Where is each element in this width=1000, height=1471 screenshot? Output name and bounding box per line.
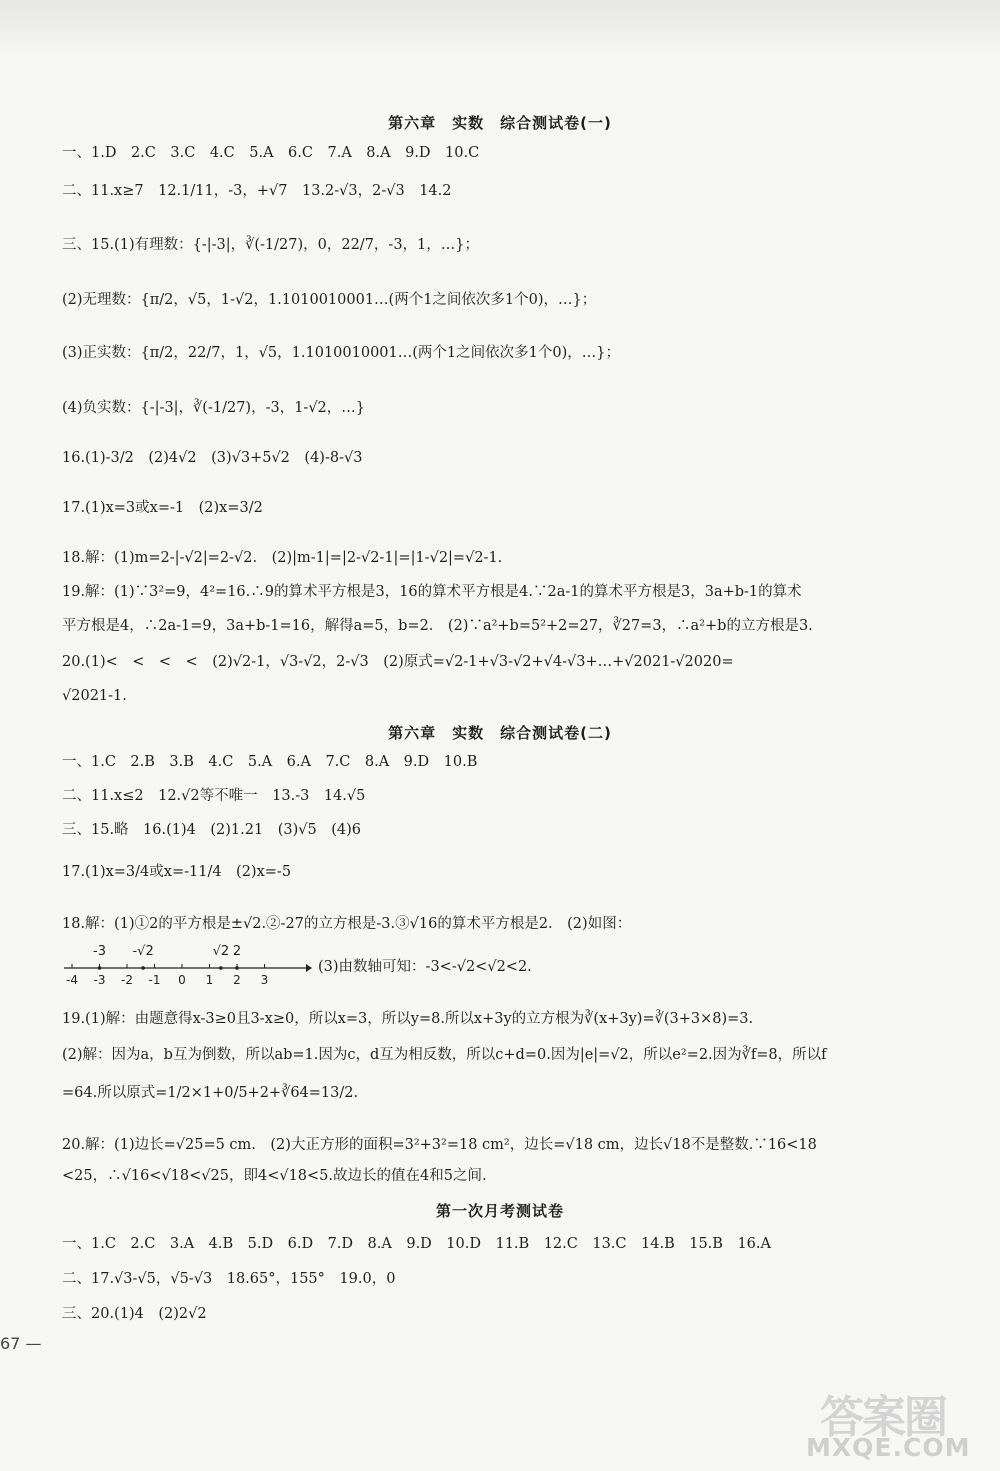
number-line-tick-label: -1 bbox=[148, 973, 161, 987]
answer-line: 18.解：(1)m=2-|-√2|=2-√2. (2)|m-1|=|2-√2-1|=|1-√2|=√2-1. bbox=[62, 550, 503, 566]
answer-line: 20.(1)< < < < (2)√2-1，√3-√2，2-√3 (2)原式=√2-1+√3-√2+√4-√3+…+√2021-√2020= bbox=[62, 654, 734, 670]
answer-line: 19.解：(1)∵3²=9，4²=16.∴9的算术平方根是3，16的算术平方根是4.∵2a-1的算术平方根是3，3a+b-1的算术 bbox=[62, 584, 802, 600]
answer-line: 三、20.(1)4 (2)2√2 bbox=[62, 1306, 207, 1322]
answer-line: 平方根是4，∴2a-1=9，3a+b-1=16，解得a=5，b=2. (2)∵a²+b=5²+2=27，∛27=3，∴a²+b的立方根是3. bbox=[62, 618, 813, 634]
answer-line: <25，∴√16<√18<√25，即4<√18<5.故边长的值在4和5之间. bbox=[62, 1168, 487, 1184]
number-line-tick-label: 2 bbox=[233, 973, 241, 987]
answer-line: √2021-1. bbox=[62, 688, 127, 704]
answer-line: (4)负实数：{-|-3|，∛(-1/27)，-3，1-√2，…} bbox=[62, 400, 366, 416]
number-line-tick-label: 3 bbox=[260, 973, 269, 987]
answer-line: 19.(1)解：由题意得x-3≥0且3-x≥0，所以x=3，所以y=8.所以x+3y的立方根为∛(x+3y)=∛(3+3×8)=3. bbox=[62, 1011, 754, 1027]
number-line-point bbox=[98, 966, 102, 970]
number-line-point bbox=[219, 966, 223, 970]
answer-line: 20.解：(1)边长=√25=5 cm. (2)大正方形的面积=3²+3²=18 cm²，边长=√18 cm，边长√18不是整数.∵16<18 bbox=[62, 1137, 817, 1153]
number-line-tick-label: 0 bbox=[178, 973, 186, 987]
number-line-point bbox=[235, 966, 239, 970]
answer-line: (3)正实数：{π/2，22/7，1，√5，1.1010010001…(两个1之间依次多1个0)，…}； bbox=[62, 345, 620, 361]
watermark-site: MXQE.COM bbox=[806, 1433, 971, 1462]
number-line-point-label: -3 bbox=[93, 944, 106, 959]
watermark-logo: 答案圈 bbox=[820, 1392, 946, 1443]
answer-line: 三、15.略 16.(1)4 (2)1.21 (3)√5 (4)6 bbox=[62, 822, 361, 838]
number-line-point-label: 2 bbox=[232, 944, 242, 959]
answer-line: 二、11.x≤2 12.√2等不唯一 13.-3 14.√5 bbox=[62, 788, 366, 804]
number-line-point bbox=[141, 966, 145, 970]
answer-line: 一、1.C 2.C 3.A 4.B 5.D 6.D 7.D 8.A 9.D 10.D 11.B 12.C 13.C 14.B 15.B 16.A bbox=[62, 1236, 771, 1252]
answer-line: 二、17.√3-√5，√5-√3 18.65°，155° 19.0，0 bbox=[62, 1271, 396, 1287]
page-number: 67 — bbox=[0, 1334, 42, 1353]
number-line-tick-label: -3 bbox=[93, 973, 106, 987]
answer-line: 一、1.C 2.B 3.B 4.C 5.A 6.A 7.C 8.A 9.D 10.B bbox=[62, 754, 478, 770]
section-title: 第六章 实数 综合测试卷(一) bbox=[388, 114, 612, 132]
number-line-tick-label: -4 bbox=[66, 973, 78, 987]
answer-line: 一、1.D 2.C 3.C 4.C 5.A 6.C 7.A 8.A 9.D 10.C bbox=[62, 145, 480, 161]
number-line-tick-label: -2 bbox=[121, 973, 133, 987]
answer-line: 18.解：(1)①2的平方根是±√2.②-27的立方根是-3.③√16的算术平方根是2. (2)如图： bbox=[62, 916, 632, 932]
answer-line: 三、15.(1)有理数：{-|-3|，∛(-1/27)，0，22/7，-3，1，…}； bbox=[62, 237, 479, 253]
number-line-point-label: -√2 bbox=[132, 944, 154, 959]
answer-line: (3)由数轴可知：-3<-√2<√2<2. bbox=[318, 959, 532, 975]
answer-line: 17.(1)x=3/4或x=-11/4 (2)x=-5 bbox=[62, 864, 292, 880]
section-title: 第六章 实数 综合测试卷(二) bbox=[388, 724, 612, 742]
section-title: 第一次月考测试卷 bbox=[435, 1202, 564, 1220]
answer-line: 16.(1)-3/2 (2)4√2 (3)√3+5√2 (4)-8-√3 bbox=[62, 450, 363, 466]
answer-line: =64.所以原式=1/2×1+0/5+2+∛64=13/2. bbox=[62, 1085, 359, 1101]
answer-line: 17.(1)x=3或x=-1 (2)x=3/2 bbox=[62, 500, 263, 516]
answer-line: 二、11.x≥7 12.1/11，-3，+√7 13.2-√3，2-√3 14.2 bbox=[62, 183, 452, 199]
number-line-tick-label: 1 bbox=[205, 973, 214, 987]
scan-shadow bbox=[0, 0, 1000, 60]
number-line-diagram bbox=[62, 942, 312, 990]
number-line-point-label: √2 bbox=[212, 944, 230, 959]
answer-line: (2)解：因为a，b互为倒数，所以ab=1.因为c，d互为相反数，所以c+d=0.因为|e|=√2，所以e²=2.因为∛f=8，所以f bbox=[62, 1047, 827, 1063]
answer-line: (2)无理数：{π/2，√5，1-√2，1.1010010001…(两个1之间依次多1个0)，…}； bbox=[62, 292, 597, 308]
